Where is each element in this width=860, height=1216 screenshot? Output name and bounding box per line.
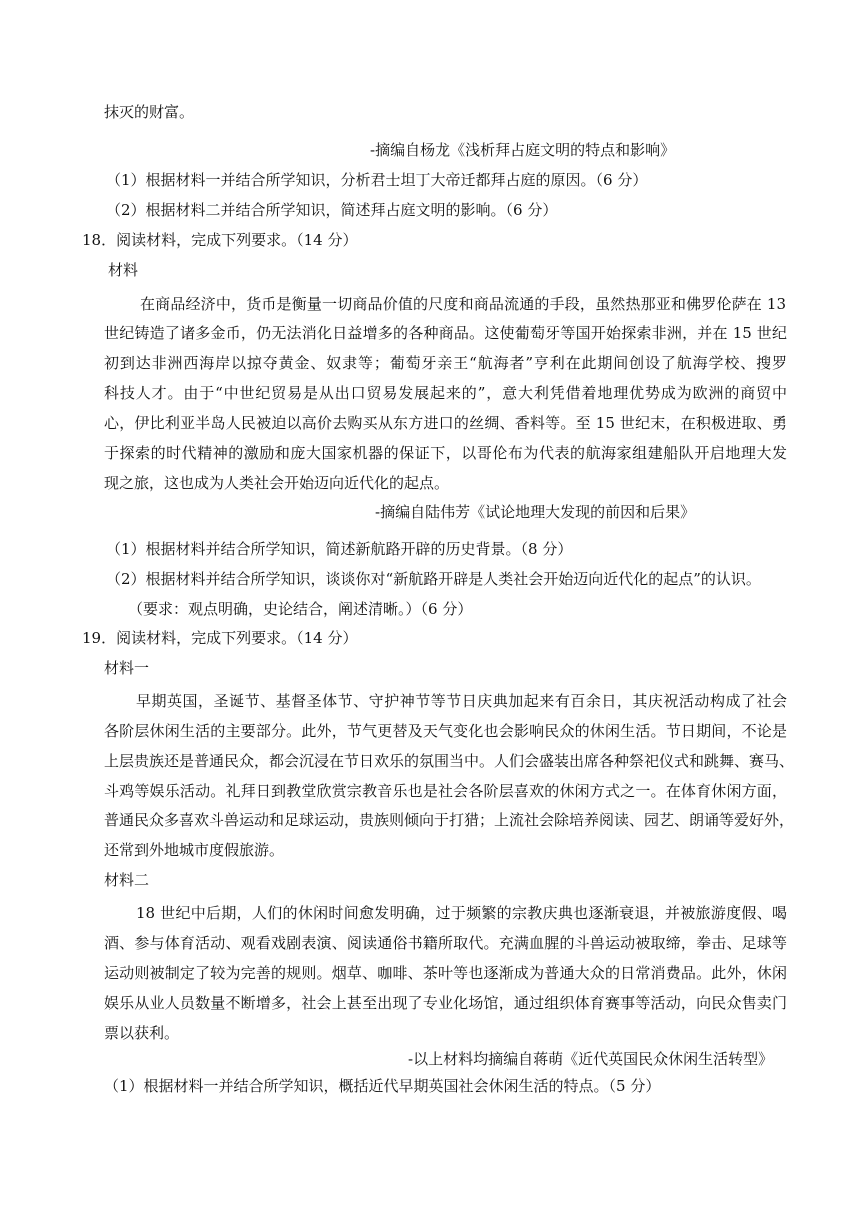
paragraph-line: 世纪铸造了诸多金币，仍无法消化日益增多的各种商品。这使葡萄牙等国开始探索非洲，并在 15 世纪 — [104, 324, 787, 342]
paragraph-line: 票以获利。 — [104, 1024, 180, 1042]
source-citation: -摘编自陆伟芳《试论地理大发现的前因和后果》 — [375, 503, 696, 521]
paragraph-line: 上层贵族还是普通民众，都会沉浸在节日欢乐的氛围当中。人们会盛装出席各种祭祀仪式和跳舞、赛马、 — [104, 752, 795, 770]
paragraph-line: 早期英国，圣诞节、基督圣体节、守护神节等节日庆典加起来有百余日，其庆祝活动构成了社会 — [136, 692, 787, 710]
question-18-2-requirement: （要求：观点明确，史论结合，阐述清晰。）（6 分） — [128, 600, 473, 618]
paragraph-line: 普通民众多喜欢斗兽运动和足球运动，贵族则倾向于打猎；上流社会除培养阅读、园艺、朗诵等爱好外， — [104, 811, 795, 829]
paragraph-line: 于探索的时代精神的激励和庞大国家机器的保证下，以哥伦布为代表的航海家组建船队开启地理大发 — [104, 444, 787, 462]
paragraph-line: 还常到外地城市度假旅游。 — [104, 841, 285, 859]
paragraph-line: 初到达非洲西海岸以掠夺黄金、奴隶等；葡萄牙亲王“航海者”亨利在此期间创设了航海学校、搜罗 — [104, 354, 787, 372]
paragraph-line: 心，伊比利亚半岛人民被迫以高价去购买从东方进口的丝绸、香料等。至 15 世纪末，在积极进取、勇 — [104, 414, 787, 432]
question-19-heading: 19．阅读材料，完成下列要求。（14 分） — [82, 629, 358, 647]
question-18-1: （1）根据材料并结合所学知识，简述新航路开辟的历史背景。（8 分） — [106, 540, 573, 558]
question-18-2: （2）根据材料并结合所学知识，谈谈你对“新航路开辟是人类社会开始迈向近代化的起点”的认识。 — [106, 570, 761, 588]
paragraph-line: 娱乐从业人员数量不断增多，社会上甚至出现了专业化场馆，通过组织体育赛事等活动，向民众售卖门 — [104, 994, 787, 1012]
paragraph-line: 运动则被制定了较为完善的规则。烟草、咖啡、茶叶等也逐渐成为普通大众的日常消费品。此外，休闲 — [104, 964, 787, 982]
material-1-label: 材料一 — [104, 659, 150, 677]
paragraph-line: 科技人才。由于“中世纪贸易是从出口贸易发展起来的”，意大利凭借着地理优势成为欧洲的商贸中 — [104, 384, 787, 402]
continuation-text: 抹灭的财富。 — [104, 103, 195, 121]
paragraph-line: 斗鸡等娱乐活动。礼拜日到教堂欣赏宗教音乐也是社会各阶层喜欢的休闲方式之一。在体育休闲方面， — [104, 782, 787, 800]
question-19-1: （1）根据材料一并结合所学知识，概括近代早期英国社会休闲生活的特点。（5 分） — [104, 1077, 661, 1095]
question-17-1: （1）根据材料一并结合所学知识，分析君士坦丁大帝迁都拜占庭的原因。（6 分） — [106, 171, 648, 189]
material-2-label: 材料二 — [104, 871, 150, 889]
paragraph-line: 酒、参与体育活动、观看戏剧表演、阅读通俗书籍所取代。充满血腥的斗兽运动被取缔，拳击、足球等 — [104, 934, 787, 952]
material-label: 材料 — [108, 261, 139, 279]
question-17-2: （2）根据材料二并结合所学知识，简述拜占庭文明的影响。（6 分） — [106, 201, 558, 219]
paragraph-line: 现之旅，这也成为人类社会开始迈向近代化的起点。 — [104, 474, 450, 492]
source-citation: -摘编自杨龙《浅析拜占庭文明的特点和影响》 — [370, 141, 676, 159]
paragraph-line: 在商品经济中，货币是衡量一切商品价值的尺度和商品流通的手段，虽然热那亚和佛罗伦萨在 13 — [140, 295, 786, 313]
paragraph-line: 18 世纪中后期，人们的休闲时间愈发明确，过于频繁的宗教庆典也逐渐衰退，并被旅游度假、喝 — [136, 904, 787, 922]
question-18-heading: 18．阅读材料，完成下列要求。（14 分） — [82, 231, 358, 249]
source-citation: -以上材料均摘编自蒋萌《近代英国民众休闲生活转型》 — [408, 1050, 774, 1068]
paragraph-line: 各阶层休闲生活的主要部分。此外，节气更替及天气变化也会影响民众的休闲生活。节日期间，不论是 — [104, 722, 787, 740]
